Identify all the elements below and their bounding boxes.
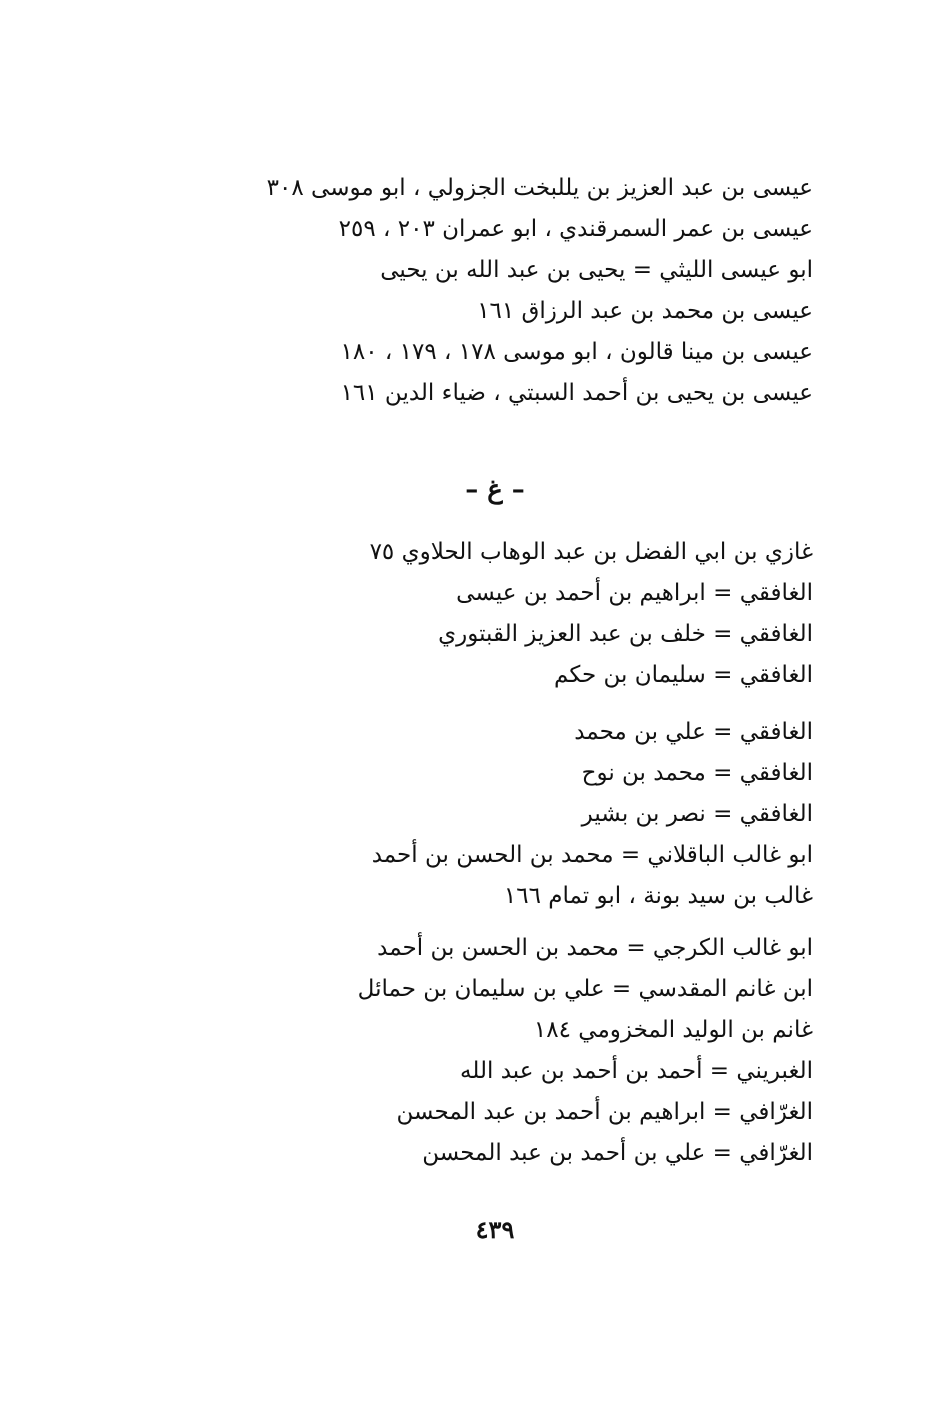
page-number: ٤٣٩	[475, 1215, 515, 1244]
index-entry: غانم بن الوليد المخزومي ١٨٤	[533, 1017, 813, 1043]
index-block-ghain-2	[193, 712, 813, 917]
index-entry: عيسى بن مينا قالون ، ابو موسى ١٧٨ ، ١٧٩ ، ١٨٠	[340, 339, 813, 365]
index-entry: الغبريني = أحمد بن أحمد بن عبد الله	[460, 1058, 813, 1084]
index-block-ghain-1	[193, 532, 813, 696]
index-entry: الغافقي = خلف بن عبد العزيز القبتوري	[438, 621, 813, 647]
index-entry: عيسى بن محمد بن عبد الرزاق ١٦١	[477, 298, 813, 324]
index-entry: ابن غانم المقدسي = علي بن سليمان بن حمائل	[357, 976, 813, 1002]
index-entry: الغافقي = ابراهيم بن أحمد بن عيسى	[456, 580, 813, 606]
index-entry: الغافقي = محمد بن نوح	[581, 760, 813, 786]
index-entry: ابو عيسى الليثي = يحيى بن عبد الله بن يحيى	[380, 257, 813, 283]
index-entry: ابو غالب الباقلاني = محمد بن الحسن بن أحمد	[371, 842, 813, 868]
index-entry: عيسى بن يحيى بن أحمد السبتي ، ضياء الدين ١٦١	[340, 380, 813, 406]
index-entry: الغافقي = سليمان بن حكم	[554, 662, 813, 688]
index-entry: الغرّافي = علي بن أحمد بن عبد المحسن	[422, 1140, 813, 1166]
index-block-ghain-3	[193, 928, 813, 1174]
index-entry: عيسى بن عبد العزيز بن يللبخت الجزولي ، ابو موسى ٣٠٨	[266, 175, 813, 201]
index-entry: غازي بن ابي الفضل بن عبد الوهاب الحلاوي ٧٥	[369, 539, 813, 565]
index-entry: الغافقي = علي بن محمد	[574, 719, 813, 745]
index-entry: غالب بن سيد بونة ، ابو تمام ١٦٦	[503, 883, 813, 909]
letter-heading: – غ –	[465, 475, 525, 505]
index-entry: ابو غالب الكرجي = محمد بن الحسن بن أحمد	[377, 935, 813, 961]
index-entry: عيسى بن عمر السمرقندي ، ابو عمران ٢٠٣ ، ٢٥٩	[338, 216, 813, 242]
index-entry: الغرّافي = ابراهيم بن أحمد بن عبد المحسن	[396, 1099, 813, 1125]
index-entry: الغافقي = نصر بن بشير	[581, 801, 813, 827]
index-block-ayn	[193, 168, 813, 414]
